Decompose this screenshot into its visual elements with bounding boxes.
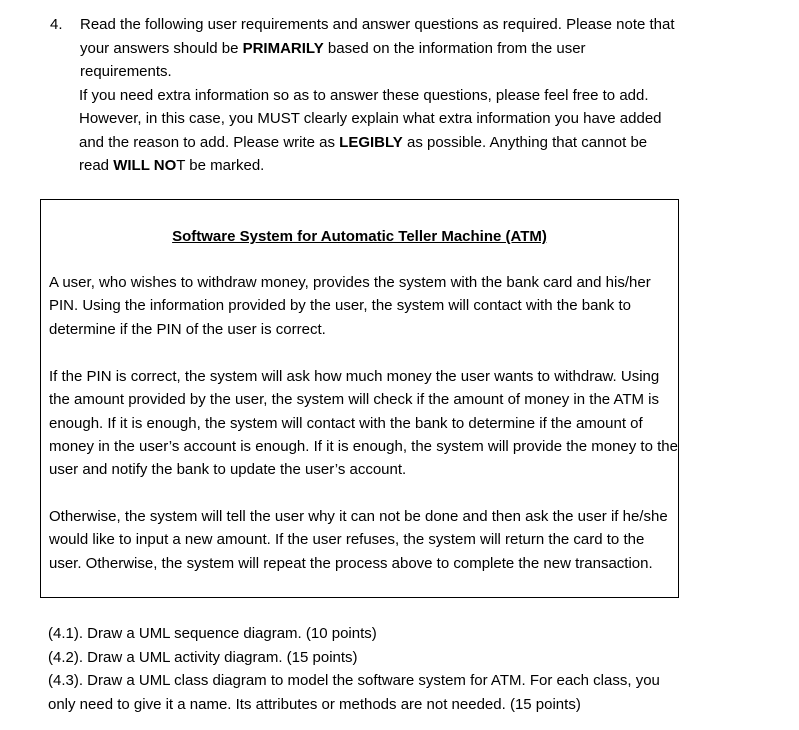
- requirements-paragraph: [49, 271, 677, 341]
- requirements-paragraph: [49, 365, 677, 481]
- paragraph-line: determine if the PIN of the user is correct.: [49, 320, 326, 338]
- emphasis-text: WILL NO: [113, 157, 177, 174]
- sub-question-activity-diagram: (4.2). Draw a UML activity diagram. (15 points): [48, 648, 358, 666]
- instruction-line: Read the following user requirements and answer questions as required. Please note that: [80, 16, 675, 33]
- sub-question-sequence-diagram: (4.1). Draw a UML sequence diagram. (10 points): [48, 625, 377, 642]
- paragraph-line: user. Otherwise, the system will repeat the process above to complete the new transaction.: [49, 554, 653, 572]
- paragraph-line: the amount provided by the user, the system will check if the amount of money in the ATM is: [49, 391, 660, 409]
- paragraph-line: money in the user’s account is enough. If it is enough, the system will provide the money to the: [49, 437, 678, 455]
- paragraph-line: Otherwise, the system will tell the user why it can not be done and then ask the user if he/she: [49, 508, 668, 525]
- emphasis-text: PRIMARILY: [242, 39, 324, 57]
- instruction-line: requirements.: [80, 63, 172, 80]
- requirements-paragraph: [49, 505, 677, 575]
- instruction-line: read WILL NOT be marked.: [79, 157, 265, 174]
- instruction-line: However, in this case, you MUST clearly explain what extra information you have added: [79, 110, 662, 127]
- sub-questions-list: [48, 622, 748, 716]
- paragraph-line: If the PIN is correct, the system will ask how much money the user wants to withdraw. Using: [49, 368, 660, 385]
- sub-question-class-diagram-cont: only need to give it a name. Its attributes or methods are not needed. (15 points): [48, 695, 581, 713]
- paragraph-line: user and notify the bank to update the user’s account.: [49, 461, 407, 479]
- instruction-line: and the reason to add. Please write as LEGIBLY as possible. Anything that cannot be: [79, 133, 648, 151]
- paragraph-line: would like to input a new amount. If the user refuses, the system will return the card to the: [49, 531, 645, 549]
- instruction-line: If you need extra information so as to answer these questions, please feel free to add.: [79, 86, 649, 104]
- instruction-line: your answers should be PRIMARILY based on the information from the user: [80, 39, 586, 57]
- paragraph-line: A user, who wishes to withdraw money, provides the system with the bank card and his/her: [49, 274, 651, 291]
- question-number: 4.: [50, 16, 63, 33]
- requirements-title: Software System for Automatic Teller Machine (ATM): [172, 228, 547, 245]
- paragraph-line: enough. If it is enough, the system will contact with the bank to determine if the amount of: [49, 414, 643, 432]
- sub-question-class-diagram: (4.3). Draw a UML class diagram to model the software system for ATM. For each class, you: [48, 672, 660, 689]
- requirements-box: [40, 199, 679, 598]
- question-instructions: [80, 13, 700, 178]
- emphasis-text: LEGIBLY: [339, 133, 403, 151]
- paragraph-line: PIN. Using the information provided by the user, the system will contact with the bank to: [49, 297, 631, 315]
